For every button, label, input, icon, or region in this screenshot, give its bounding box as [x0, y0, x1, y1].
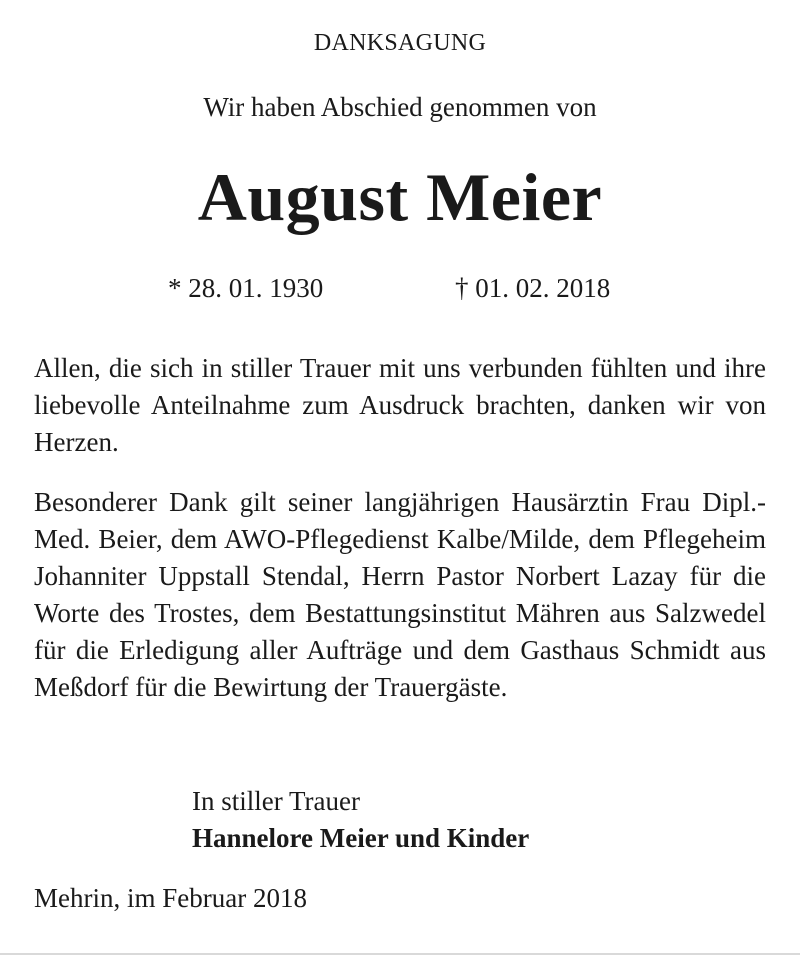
death-date: † 01. 02. 2018	[455, 273, 611, 303]
special-thanks-paragraph: Besonderer Dank gilt seiner langjährigen Hausärztin Frau Dipl.-Med. Beier, dem AWO-Pflegedienst Kalbe/Milde, dem Pflegeheim Johanniter Uppstall Stendal, Herrn Pastor Norbert Lazay für die Worte des Trostes, dem Bestattungsinstitut Mähren aus Salzwedel für die Erledigung aller Aufträge und dem Gasthaus Schmidt aus Meßdorf für die Bewirtung der Trauergäste.	[34, 487, 766, 702]
thanks-paragraph: Allen, die sich in stiller Trauer mit uns verbunden fühlten und ihre liebevolle Anteilnahme zum Ausdruck brachten, danken wir von Herzen.	[34, 353, 766, 457]
life-dates	[0, 273, 800, 309]
intro-line: Wir haben Abschied genommen von	[203, 92, 597, 122]
place-date: Mehrin, im Februar 2018	[34, 883, 307, 913]
mourning-line: In stiller Trauer	[192, 786, 360, 816]
family-name: Hannelore Meier und Kinder	[192, 823, 530, 853]
birth-date: * 28. 01. 1930	[168, 273, 324, 303]
notice-heading: DANKSAGUNG	[313, 30, 487, 56]
deceased-name: August Meier	[197, 159, 603, 235]
signature-block	[192, 783, 529, 857]
